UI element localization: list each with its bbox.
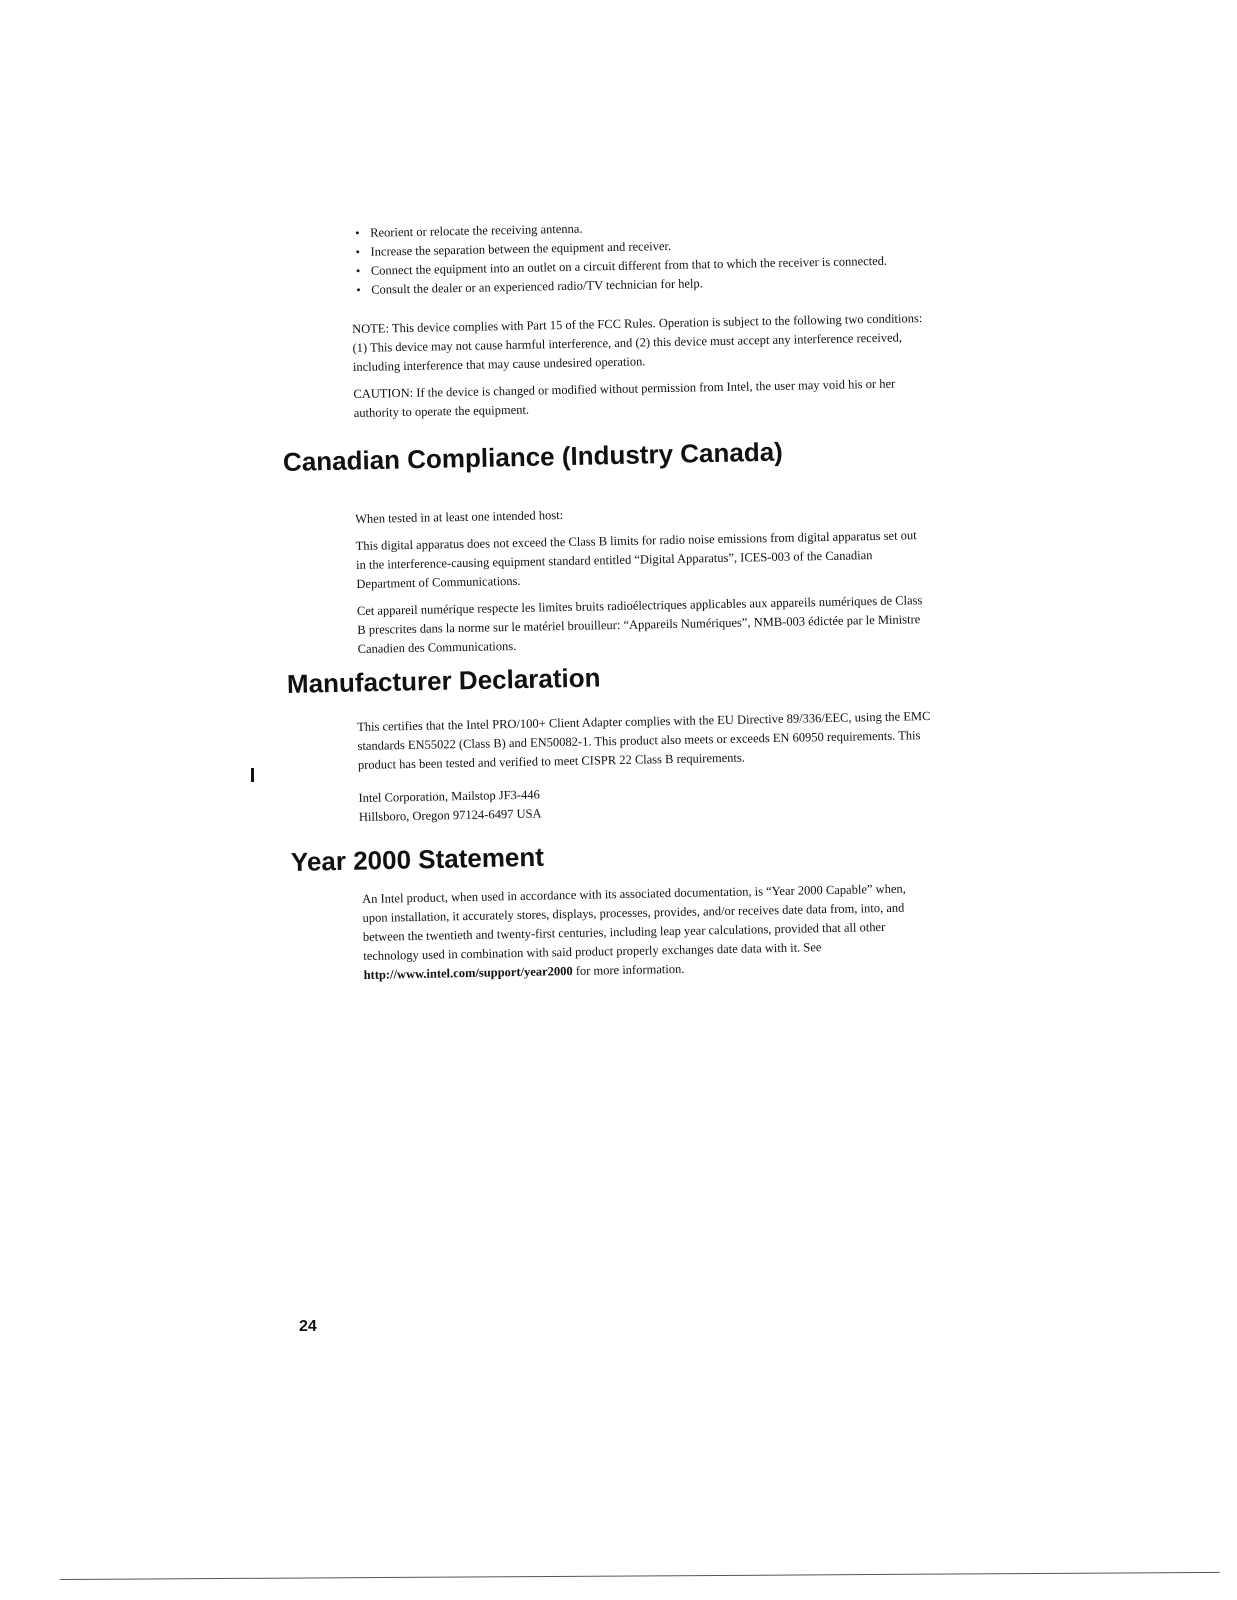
manufacturer-address — [358, 778, 937, 827]
page-number: 24 — [299, 1318, 317, 1335]
manufacturer-declaration-section — [357, 707, 937, 835]
year-2000-statement — [362, 879, 932, 985]
canada-french-statement: Cet appareil numérique respecte les limites bruits radioélectriques applicables aux appareils numériques de Class B prescrites dans la norme sur le matériel brouilleur: “Appareils Numériques”, NMB-003 édictée par le Ministre Canadien des Communications. — [356, 593, 923, 656]
address-line-2: Hillsboro, Oregon 97124-6497 USA — [358, 806, 542, 824]
canada-english-statement: This digital apparatus does not exceed the Class B limits for radio noise emissions from digital apparatus set out in the interference-causing equipment standard entitled “Digital Apparatus”, ICES-003 of the Canadian Department of Communications. — [355, 528, 917, 591]
fcc-notice-block — [352, 309, 929, 431]
y2k-text: An Intel product, when used in accordance with its associated documentation, is “Year 2000 Capable” when, upon installation, it accurately stores, displays, processes, provides, and/or receives date data from, into, and between the twentieth and twenty-first centuries, including leap year calculations, provided that all other technology used in combination with said product properly exchanges date data with it. See — [362, 881, 906, 963]
list-item: • Increase the separation between the equipment and receiver. — [355, 232, 925, 262]
list-item: • Reorient or relocate the receiving antenna. — [355, 213, 925, 243]
year-2000-heading: Year 2000 Statement — [290, 841, 545, 877]
page-bottom-rule — [60, 1572, 1220, 1580]
manufacturer-statement: This certifies that the Intel PRO/100+ Client Adapter complies with the EU Directive 89/336/EEC, using the EMC standards EN55022 (Class B) and EN50082-1. This product also meets or exceeds EN 60950 requirements. This product has been tested and verified to meet CISPR 22 Class B requirements. — [357, 708, 931, 772]
year-2000-section — [362, 879, 932, 993]
change-bar — [251, 768, 254, 782]
fcc-note: NOTE: This device complies with Part 15 of the FCC Rules. Operation is subject to the following two conditions: (1) This device may not cause harmful interference, and (2) this device must accept any interference received, including interference that may cause undesired operation. — [352, 311, 923, 374]
fcc-recommendations-list — [355, 213, 926, 300]
canada-intro: When tested in at least one intended host: — [355, 508, 564, 526]
address-line-1: Intel Corporation, Mailstop JF3-446 — [358, 787, 540, 805]
manufacturer-declaration-heading: Manufacturer Declaration — [286, 662, 601, 699]
y2k-support-link[interactable]: http://www.intel.com/support/year2000 — [363, 963, 573, 982]
list-item: • Consult the dealer or an experienced radio/TV technician for help. — [356, 270, 926, 300]
canadian-compliance-heading: Canadian Compliance (Industry Canada) — [282, 436, 784, 477]
canadian-compliance-section — [355, 499, 926, 667]
y2k-text-end: for more information. — [572, 961, 685, 978]
fcc-caution: CAUTION: If the device is changed or modified without permission from Intel, the user may void his or her authority to operate the equipment. — [353, 376, 896, 420]
list-item: • Connect the equipment into an outlet on a circuit different from that to which the receiver is connected. — [356, 251, 926, 281]
